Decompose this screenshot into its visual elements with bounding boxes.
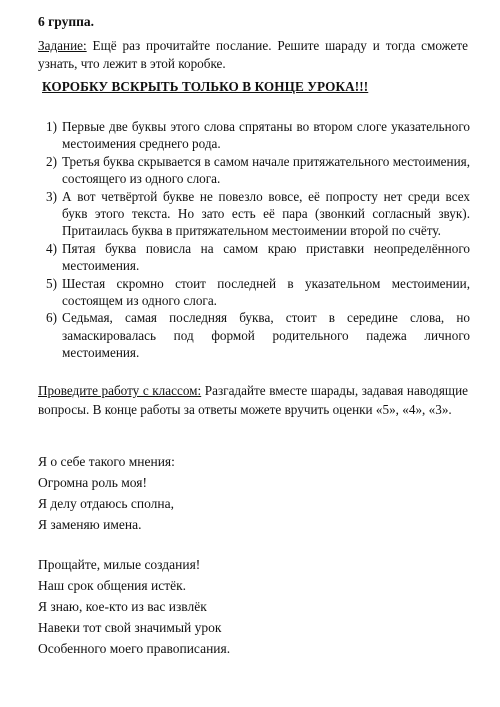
riddle-number: 2) [46,153,57,169]
riddle-item [40,240,470,275]
poem-line: Я о себе такого мнения: [38,454,175,469]
warning-text: КОРОБКУ ВСКРЫТЬ ТОЛЬКО В КОНЦЕ УРОКА!!! [42,79,369,94]
poem-line: Особенного моего правописания. [38,641,231,656]
riddle-item [40,153,470,188]
task-label: Задание: [38,38,87,53]
group-heading: 6 группа. [38,14,95,29]
poem-line: Я делу отдаюсь сполна, [38,496,174,511]
riddle-list [40,118,470,362]
riddle-text: Пятая буква повисла на самом краю приставки неопределённого местоимения. [62,240,470,274]
poem-line: Огромна роль моя! [38,475,147,490]
riddle-item [40,118,470,153]
poem-line: Я заменяю имена. [38,517,142,532]
work-text: Разгадайте вместе шарады, задавая наводящие вопросы. В конце работы за ответы можете вручить оценки «5», «4», «3». [38,383,469,417]
poem-line: Навеки тот свой значимый урок [38,620,222,635]
poem-stanza-1 [38,451,175,535]
riddle-number: 4) [46,240,57,256]
riddle-text: Шестая скромно стоит последней в указательном местоимении, состоящем из одного слога. [62,275,470,309]
poem-line: Я знаю, кое-кто из вас извлёк [38,599,207,614]
riddle-text: Седьмая, самая последняя буква, стоит в середине слова, но замаскировалась под формой родительного падежа личного местоимения. [62,310,470,361]
riddle-text: Первые две буквы этого слова спрятаны во втором слоге указательного местоимения среднего рода. [62,119,470,152]
poem-line: Наш срок общения истёк. [38,578,187,593]
riddle-item [40,309,470,361]
riddle-item [40,188,470,240]
riddle-number: 5) [46,275,57,291]
riddle-item [40,275,470,310]
poem-stanza-2 [38,554,230,659]
riddle-number: 6) [46,310,57,326]
riddle-text: А вот четвёртой букве не повезло вовсе, её попросту нет среди всех букв этого текста. Но зато есть её пара (звонкий согласный звук). Притаилась буква в притяжательном местоимении второй по счёту. [62,188,470,239]
poem-line: Прощайте, милые создания! [38,557,201,572]
riddle-number: 1) [46,119,57,134]
task-text: Ещё раз прочитайте послание. Решите шараду и тогда сможете узнать, что лежит в этой коробке. [38,38,468,71]
riddle-number: 3) [46,188,57,204]
work-paragraph [38,381,468,419]
riddle-text: Третья буква скрывается в самом начале притяжательного местоимения, состоящего из одного слога. [62,153,470,187]
task-paragraph [38,37,468,73]
work-label: Проведите работу с классом: [38,383,202,398]
